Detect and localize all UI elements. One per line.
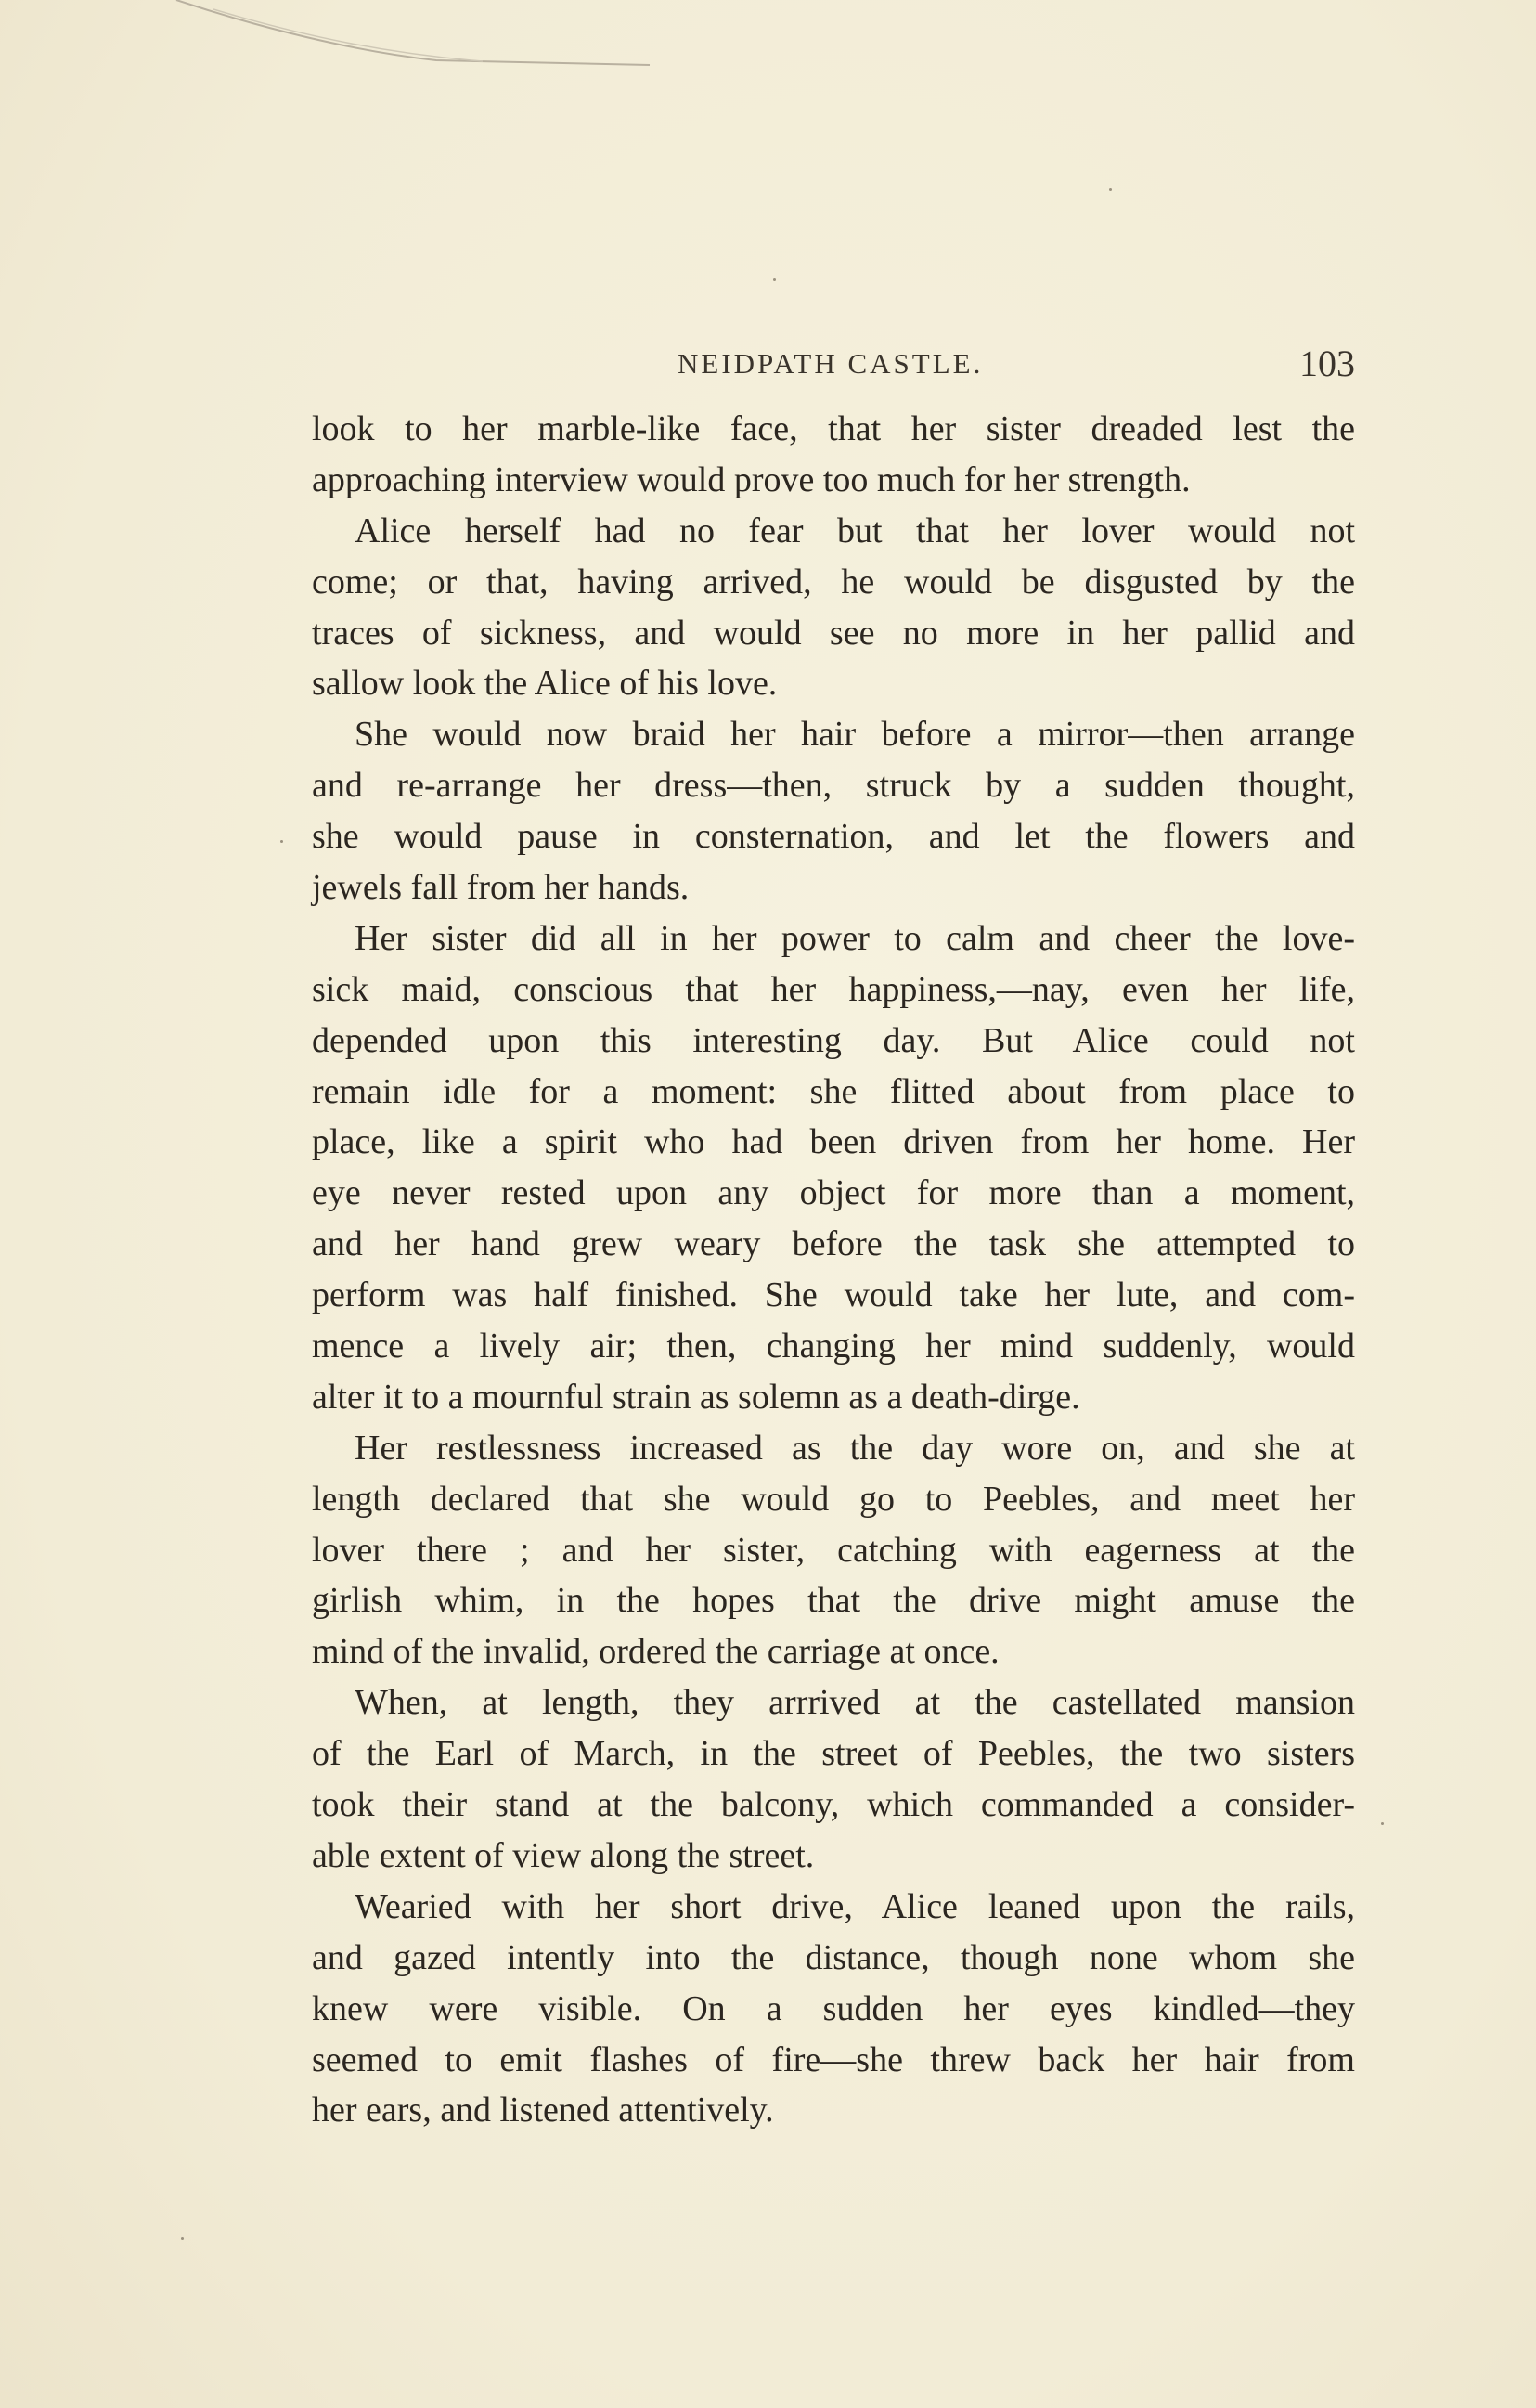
- text-line: and gazed intently into the distance, though none whom she: [312, 1937, 1355, 1977]
- text-line: seemed to emit flashes of fire—she threw back her hair from: [312, 2039, 1355, 2079]
- text-line: jewels fall from her hands.: [312, 868, 690, 908]
- text-line: approaching interview would prove too much for her strength.: [312, 460, 1191, 499]
- text-line: place, like a spirit who had been driven from her home. Her: [312, 1122, 1355, 1162]
- text-line: remain idle for a moment: she flitted about from place to: [312, 1071, 1355, 1111]
- text-line: When, at length, they arrrived at the castellated mansion: [355, 1683, 1355, 1723]
- text-line: took their stand at the balcony, which commanded a consider-: [312, 1785, 1355, 1825]
- text-line: Her restlessness increased as the day wore on, and she at: [355, 1428, 1355, 1468]
- page-header: [312, 342, 1355, 397]
- paper-speck: [773, 278, 776, 281]
- text-line: she would pause in consternation, and let the flowers and: [312, 817, 1355, 857]
- paper-speck: [280, 840, 283, 843]
- text-line: mind of the invalid, ordered the carriage at once.: [312, 1632, 1000, 1672]
- text-line: lover there ; and her sister, catching with eagerness at the: [312, 1530, 1355, 1570]
- body-text: [312, 404, 1355, 2136]
- text-line: sallow look the Alice of his love.: [312, 664, 778, 704]
- text-line: sick maid, conscious that her happiness,—nay, even her life,: [312, 969, 1355, 1009]
- text-line: and re-arrange her dress—then, struck by a sudden thought,: [312, 766, 1355, 806]
- text-line: her ears, and listened attentively.: [312, 2091, 774, 2130]
- text-line: of the Earl of March, in the street of Peebles, the two sisters: [312, 1734, 1355, 1774]
- text-line: depended upon this interesting day. But Alice could not: [312, 1020, 1355, 1060]
- text-line: traces of sickness, and would see no more in her pallid and: [312, 613, 1355, 653]
- running-title: NEIDPATH CASTLE.: [678, 347, 984, 380]
- paper-speck: [1381, 1822, 1384, 1825]
- text-line: mence a lively air; then, changing her mind suddenly, would: [312, 1327, 1355, 1366]
- text-line: able extent of view along the street.: [312, 1835, 815, 1875]
- text-line: and her hand grew weary before the task she attempted to: [312, 1224, 1355, 1264]
- page-edge-mark: [0, 0, 928, 111]
- text-line: length declared that she would go to Peebles, and meet her: [312, 1479, 1355, 1519]
- text-line: knew were visible. On a sudden her eyes kindled—they: [312, 1988, 1355, 2028]
- text-line: Her sister did all in her power to calm and cheer the love-: [355, 918, 1355, 958]
- text-line: alter it to a mournful strain as solemn as a death-dirge.: [312, 1377, 1080, 1417]
- text-line: eye never rested upon any object for more than a moment,: [312, 1173, 1355, 1213]
- paper-speck: [1109, 188, 1112, 191]
- page-number: 103: [1299, 343, 1355, 384]
- text-line: look to her marble-like face, that her sister dreaded lest the: [312, 409, 1355, 448]
- text-line: come; or that, having arrived, he would be disgusted by the: [312, 562, 1355, 602]
- paper-speck: [181, 2237, 184, 2240]
- text-line: perform was half finished. She would take her lute, and com-: [312, 1275, 1355, 1315]
- text-line: Wearied with her short drive, Alice leaned upon the rails,: [355, 1886, 1355, 1926]
- text-line: girlish whim, in the hopes that the drive might amuse the: [312, 1581, 1355, 1621]
- text-line: She would now braid her hair before a mirror—then arrange: [355, 715, 1355, 755]
- text-line: Alice herself had no fear but that her lover would not: [355, 511, 1355, 550]
